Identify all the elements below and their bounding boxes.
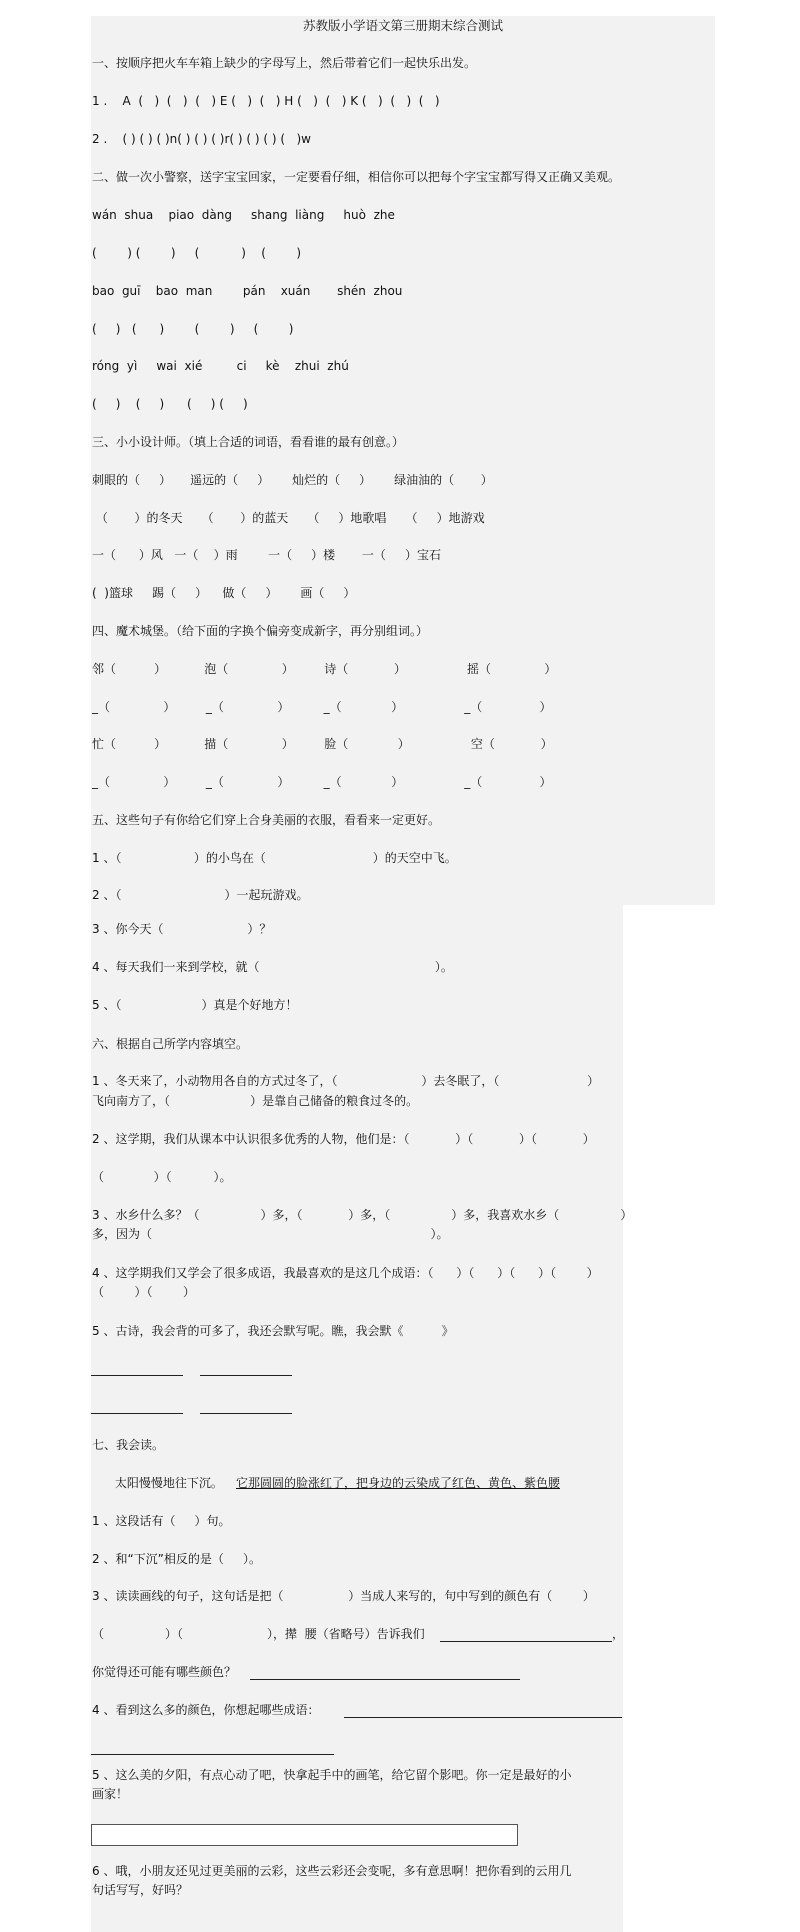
answer-blank-line <box>91 1754 334 1755</box>
document-title: 苏教版小学语文第三册期末综合测试 <box>302 18 503 33</box>
answer-row-3: ( ) ( ) ( ) ( ) <box>92 397 248 411</box>
question-6-5: 5 、古诗，我会背的可多了，我还会默写呢。瞧，我会默《 》 <box>92 1324 454 1338</box>
question-5-5: 5 、（ ）真是个好地方！ <box>92 998 298 1012</box>
section-7-heading: 七、我会读。 <box>92 1438 165 1452</box>
question-6-4-line-2: （ ）（ ） <box>92 1285 196 1299</box>
pinyin-row-3: róng yì wai xié ci kè zhui zhú <box>92 359 349 373</box>
question-3-2: （ ）的冬天 （ ）的蓝天 （ ）地歌唱 （ ）地游戏 <box>92 511 485 525</box>
reading-passage-start: 太阳慢慢地往下沉。 <box>92 1476 223 1490</box>
question-5-3: 3 、你今天（ ）？ <box>92 922 272 936</box>
question-7-3-comma: ， <box>612 1627 625 1641</box>
question-7-4: 4 、看到这么多的颜色，你想起哪些成语： <box>92 1703 320 1717</box>
answer-blank-line <box>250 1679 520 1680</box>
poem-blank-line <box>200 1375 292 1376</box>
section-6-heading: 六、根据自己所学内容填空。 <box>92 1037 249 1051</box>
question-7-5-line-2: 画家！ <box>92 1787 129 1801</box>
answer-blank-line <box>344 1717 622 1718</box>
poem-blank-line <box>91 1413 183 1414</box>
question-6-1-line-2: 飞向南方了，（ ）是靠自己储备的粮食过冬的。 <box>92 1094 419 1108</box>
question-5-1: 1 、（ ）的小鸟在（ ）的天空中飞。 <box>92 851 457 865</box>
question-7-6-line-2: 句话写写，好吗？ <box>92 1883 189 1897</box>
question-3-3: 一（ ）风 一（ ）雨 一（ ）楼 一（ ）宝石 <box>92 548 441 562</box>
question-6-2-line-2: （ ）（ ）。 <box>92 1170 232 1184</box>
question-6-3-line-2: 多，因为（ ）。 <box>92 1227 449 1241</box>
question-7-2: 2 、和“下沉”相反的是（ ）。 <box>92 1552 261 1566</box>
section-1-heading: 一、按顺序把火车车箱上缺少的字母写上，然后带着它们一起快乐出发。 <box>92 56 477 70</box>
section-3-heading: 三、小小设计师。（填上合适的词语，看看谁的最有创意。） <box>92 435 405 449</box>
question-5-2: 2 、（ ）一起玩游戏。 <box>92 888 309 902</box>
question-6-2-line-1: 2 、这学期，我们从课本中认识很多优秀的人物，他们是：（ ）（ ）（ ） <box>92 1132 595 1146</box>
poem-blank-line <box>200 1413 292 1414</box>
question-6-3-line-1: 3 、水乡什么多？（ ）多，（ ）多，（ ）多，我喜欢水乡（ ） <box>92 1208 633 1222</box>
question-4-2: _（ ） _（ ） _（ ） _（ ） <box>92 700 552 714</box>
question-1-1: 1 . A ( ) ( ) ( ) E ( ) ( ) H ( ) ( ) K ( ) ( ) ( ) <box>92 94 440 108</box>
question-7-5-line-1: 5 、这么美的夕阳，有点心动了吧，快拿起手中的画笔，给它留个影吧。你一定是最好的小 <box>92 1768 572 1782</box>
question-7-6-line-1: 6 、哦，小朋友还见过更美丽的云彩，这些云彩还会变呢，多有意思啊！把你看到的云用几 <box>92 1864 572 1878</box>
question-4-3: 忙（ ） 描（ ） 脸（ ） 空（ ） <box>92 737 553 751</box>
reading-passage-underlined: 它那圆圆的脸涨红了，把身边的云染成了红色、黄色、紫色腰 <box>236 1476 561 1490</box>
question-4-4: _（ ） _（ ） _（ ） _（ ） <box>92 775 552 789</box>
answer-row-1: ( ) ( ) ( ) ( ) <box>92 246 302 260</box>
question-1-2: 2 . ( ) ( ) ( )n( ) ( ) ( )r( ) ( ) ( ) ( )w <box>92 132 311 146</box>
section-5-heading: 五、这些句子有你给它们穿上合身美丽的衣服，看看来一定更好。 <box>92 813 441 827</box>
question-7-3-line-3: 你觉得还可能有哪些颜色？ <box>92 1665 237 1679</box>
page-panel-top <box>91 16 715 905</box>
question-6-4-line-1: 4 、这学期我们又学会了很多成语，我最喜欢的是这几个成语：（ ）（ ）（ ）（ ） <box>92 1266 599 1280</box>
pinyin-row-2: bao guī bao man pán xuán shén zhou <box>92 284 403 298</box>
section-2-heading: 二、做一次小警察，送字宝宝回家，一定要看仔细，相信你可以把每个字宝宝都写得又正确又美观。 <box>92 170 621 184</box>
section-4-heading: 四、魔术城堡。（给下面的字换个偏旁变成新字，再分别组词。） <box>92 624 429 638</box>
question-3-4: ( )篮球 踢（ ） 做（ ） 画（ ） <box>92 586 356 600</box>
question-4-1: 邻（ ） 泡（ ） 诗（ ） 摇（ ） <box>92 662 557 676</box>
answer-blank-line <box>440 1641 612 1642</box>
question-3-1: 刺眼的（ ） 遥远的（ ） 灿烂的（ ） 绿油油的（ ） <box>92 473 493 487</box>
question-6-1-line-1: 1 、冬天来了，小动物用各自的方式过冬了，（ ）去冬眠了，（ ） <box>92 1074 600 1088</box>
question-7-1: 1 、这段话有（ ）句。 <box>92 1514 231 1528</box>
question-7-3-line-2: （ ）（ ），撵 腰（省略号）告诉我们 <box>92 1627 425 1641</box>
answer-row-2: ( ) ( ) ( ) ( ) <box>92 322 294 336</box>
pinyin-row-1: wán shua piao dàng shang liàng huò zhe <box>92 208 395 222</box>
poem-blank-line <box>91 1375 183 1376</box>
question-7-3-line-1: 3 、读读画线的句子，这句话是把（ ）当成人来写的，句中写到的颜色有（ ） <box>92 1589 595 1603</box>
question-5-4: 4 、每天我们一来到学校，就（ ）。 <box>92 960 453 974</box>
drawing-answer-box[interactable] <box>91 1824 518 1846</box>
